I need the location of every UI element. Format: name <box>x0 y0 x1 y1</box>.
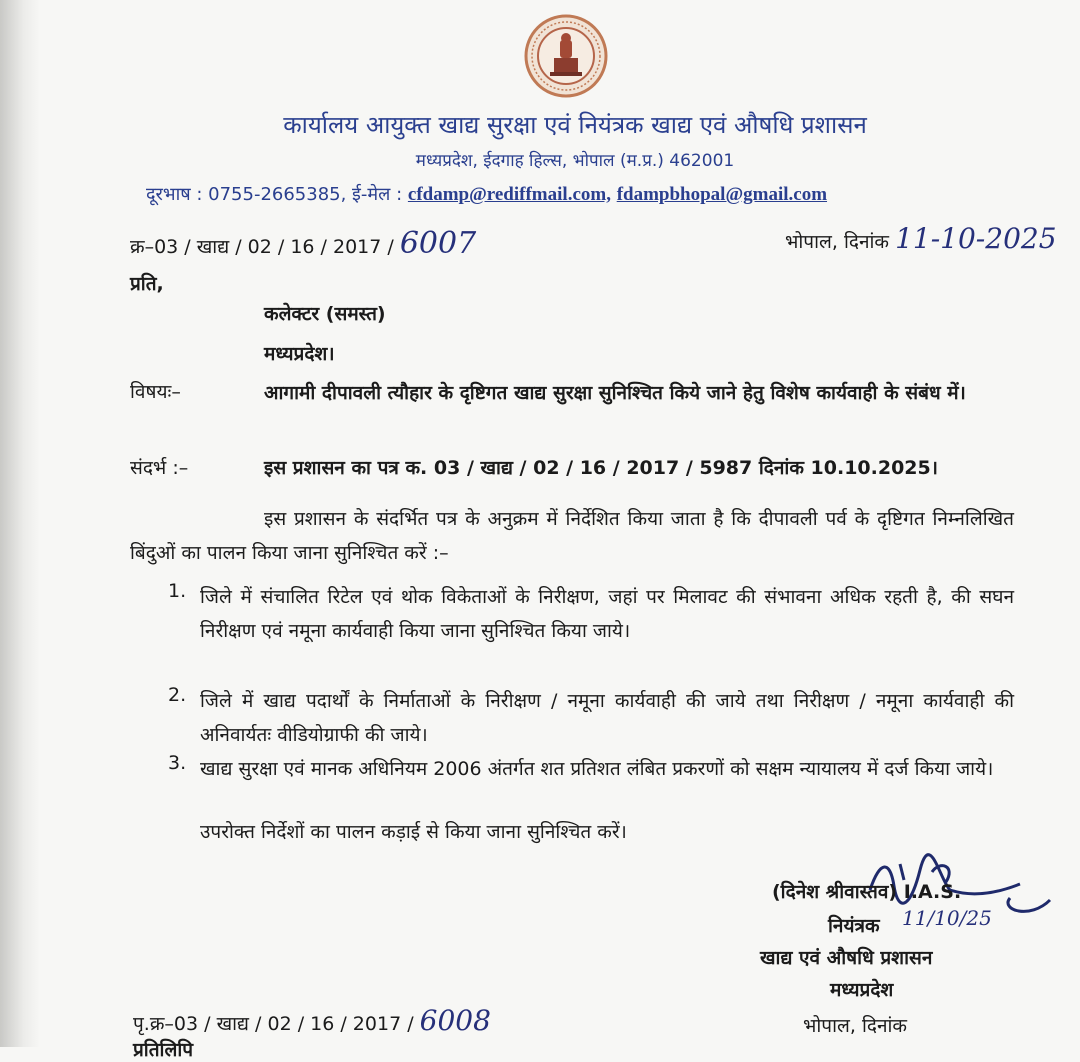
reference-number <box>130 226 476 261</box>
handwritten-endorsement-number: 6008 <box>419 1004 491 1037</box>
point-text: खाद्य सुरक्षा एवं मानक अधिनियम 2006 अंतर्गत शत प्रतिशत लंबित प्रकरणों को सक्षम न्यायालय में दर्ज किया जाये। <box>200 758 994 780</box>
point-number: 2. <box>168 684 187 706</box>
recipient-state: मध्यप्रदेश। <box>264 343 335 365</box>
recipient: कलेक्टर (समस्त) <box>264 303 386 325</box>
phone-label: दूरभाष : 0755-2665385, ई-मेल : <box>146 184 403 205</box>
reference-label: संदर्भ :– <box>130 457 189 479</box>
email-link-2[interactable]: fdampbhopal@gmail.com <box>616 184 828 205</box>
office-address: मध्यप्रदेश, ईदगाह हिल्स, भोपाल (म.प्र.) 462001 <box>415 151 735 171</box>
signatory-state: मध्यप्रदेश <box>830 979 894 1001</box>
contact-line <box>146 182 827 206</box>
signatory-department: खाद्य एवं औषधि प्रशासन <box>760 947 933 969</box>
email-link-1[interactable]: cfdamp@rediffmail.com, <box>407 184 611 205</box>
endorsement-reference <box>133 1004 491 1037</box>
point-text: जिले में संचालित रिटेल एवं थोक विकेताओं के निरीक्षण, जहां पर मिलावट की संभावना अधिक रहती है, की सघन निरीक्षण एवं नमूना कार्यवाही किया जाना सुनिश्चित किया जाये। <box>200 586 1014 642</box>
point-number: 3. <box>168 752 187 774</box>
initials-date: 11/10/25 <box>902 906 992 930</box>
reference-text: इस प्रशासन का पत्र क. 03 / खाद्य / 02 / 16 / 2017 / 5987 दिनांक 10.10.2025। <box>264 457 938 479</box>
date-label: भोपाल, दिनांक <box>785 231 890 253</box>
endorsement-date: भोपाल, दिनांक <box>803 1015 908 1037</box>
point-number: 1. <box>168 580 187 602</box>
endorsement-reference-text: पृ.क्र–03 / खाद्य / 02 / 16 / 2017 / <box>133 1013 414 1035</box>
subject-label: विषयः– <box>130 381 181 403</box>
signatory-designation: नियंत्रक <box>828 915 880 937</box>
signatory-name: (दिनेश श्रीवास्तव) I.A.S. <box>772 881 962 903</box>
state-emblem-icon <box>524 14 608 98</box>
handwritten-dispatch-number: 6007 <box>399 226 477 261</box>
reference-number-text: क्र–03 / खाद्य / 02 / 16 / 2017 / <box>130 236 394 258</box>
to-label: प्रति, <box>130 273 164 295</box>
copy-to-label: प्रतिलिपि <box>133 1039 194 1061</box>
closing-instruction: उपरोक्त निर्देशों का पालन कड़ाई से किया जाना सुनिश्चित करें। <box>200 821 627 843</box>
point-text: जिले में खाद्य पदार्थों के निर्माताओं के निरीक्षण / नमूना कार्यवाही की जाये तथा निरीक्षण / नमूना कार्यवाही की अनिवार्यतः वीडियोग्राफी की जाये। <box>200 690 1014 746</box>
office-title: कार्यालय आयुक्त खाद्य सुरक्षा एवं नियंत्रक खाद्य एवं औषधि प्रशासन <box>283 111 867 139</box>
intro-paragraph: इस प्रशासन के संदर्भित पत्र के अनुक्रम में निर्देशित किया जाता है कि दीपावली पर्व के दृष्टिगत निम्नलिखित बिंदुओं का पालन किया जाना सुनिश्चित करें :– <box>130 508 1014 564</box>
subject-text: आगामी दीपावली त्यौहार के दृष्टिगत खाद्य सुरक्षा सुनिश्चित किये जाने हेतु विशेष कार्यवाही के संबंध में। <box>264 382 966 404</box>
handwritten-date: 11-10-2025 <box>895 222 1057 255</box>
letter-date <box>785 222 1057 255</box>
